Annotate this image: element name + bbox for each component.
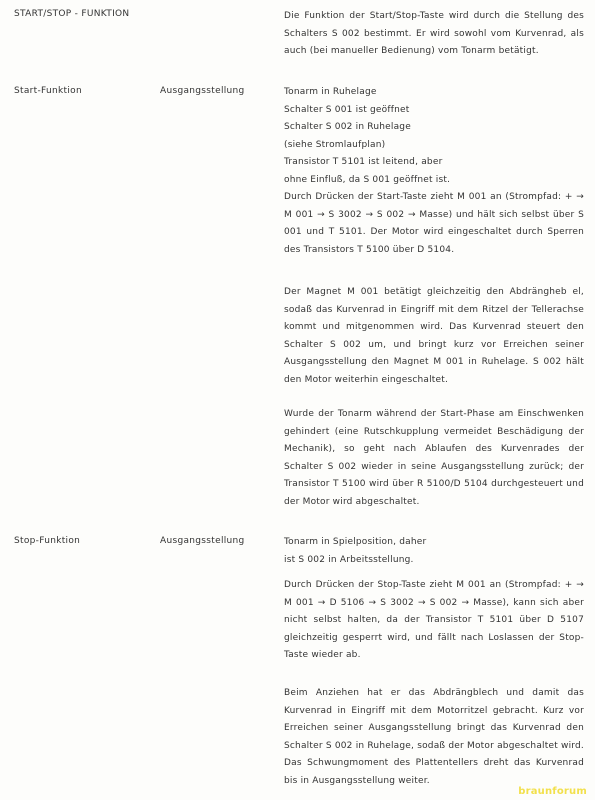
start-line: Schalter S 002 in Ruhelage — [284, 122, 411, 132]
stop-ausgangsstellung-lines — [284, 534, 584, 569]
start-line: (siehe Stromlaufplan) — [284, 139, 386, 150]
section-subtitle-stop-ausgangsstellung: Ausgangsstellung — [160, 536, 245, 546]
stop-line: Tonarm in Spielposition, daher — [284, 537, 427, 547]
section-title-stop-funktion: Stop-Funktion — [14, 536, 81, 546]
start-line: ohne Einfluß, da S 001 geöffnet ist. — [284, 174, 451, 185]
section-title-start-stop: START/STOP - FUNKTION — [14, 9, 130, 19]
section-subtitle-start-ausgangsstellung: Ausgangsstellung — [160, 86, 245, 96]
start-line: Tonarm in Ruhelage — [284, 87, 377, 97]
start-line: Schalter S 001 ist geöffnet — [284, 104, 410, 115]
paragraph-start-3: Wurde der Tonarm während der Start-Phase am Einschwenken gehindert (eine Rutschkupplung vermeidet Beschädigung der Mechanik), so geht nach Ablaufen des Kurvenrades der Schalter S 002 wieder in seine Ausgangsstellung zurück; der Transistor T 5100 wird über R 5100/D 5104 durchgesteuert und der Motor wird abgeschaltet. — [284, 409, 584, 507]
stop-line: ist S 002 in Arbeitsstellung. — [284, 554, 414, 565]
watermark-logo: braunforum — [518, 786, 587, 797]
start-line: Transistor T 5101 ist leitend, aber — [284, 157, 443, 167]
paragraph-stop-2: Beim Anziehen hat er das Abdrängblech und damit das Kurvenrad in Eingriff mit dem Motorritzel gebracht. Kurz vor Erreichen seiner Ausgangsstellung bringt das Kurvenrad den Schalter S 002 in Ruhelage, sodaß der Motor abgeschaltet wird. Das Schwungmoment des Plattentellers dreht das Kurvenrad bis in Ausgangsstellung weiter. — [284, 688, 584, 786]
start-ausgangsstellung-lines — [284, 84, 584, 189]
section-title-start-funktion: Start-Funktion — [14, 86, 82, 96]
paragraph-stop-1: Durch Drücken der Stop-Taste zieht M 001 an (Strompfad: + → M 001 → D 5106 → S 3002 → S 002 → Masse), kann sich aber nicht selbst halten, da der Transistor T 5101 über D 5107 gleichzeitig gesperrt wird, und fällt nach Loslassen der Stop-Taste wieder ab. — [284, 580, 584, 660]
paragraph-start-2: Der Magnet M 001 betätigt gleichzeitig den Abdrängheb el, sodaß das Kurvenrad in Eingriff mit dem Ritzel der Tellerachse kommt und mitgenommen wird. Das Kurvenrad steuert den Schalter S 002 um, und bringt kurz vor Erreichen seiner Ausgangsstellung den Magnet M 001 in Ruhelage. S 002 hält den Motor weiterhin eingeschaltet. — [284, 287, 584, 385]
paragraph-start-stop-intro: Die Funktion der Start/Stop-Taste wird durch die Stellung des Schalters S 002 bestimmt. Er wird sowohl vom Kurvenrad, als auch (bei manueller Bedienung) vom Tonarm betätigt. — [284, 11, 584, 56]
paragraph-start-1: Durch Drücken der Start-Taste zieht M 001 an (Strompfad: + → M 001 → S 3002 → S 002 → Masse) und hält sich selbst über S 001 und T 5101. Der Motor wird eingeschaltet durch Sperren des Transistors T 5100 über D 5104. — [284, 192, 584, 255]
